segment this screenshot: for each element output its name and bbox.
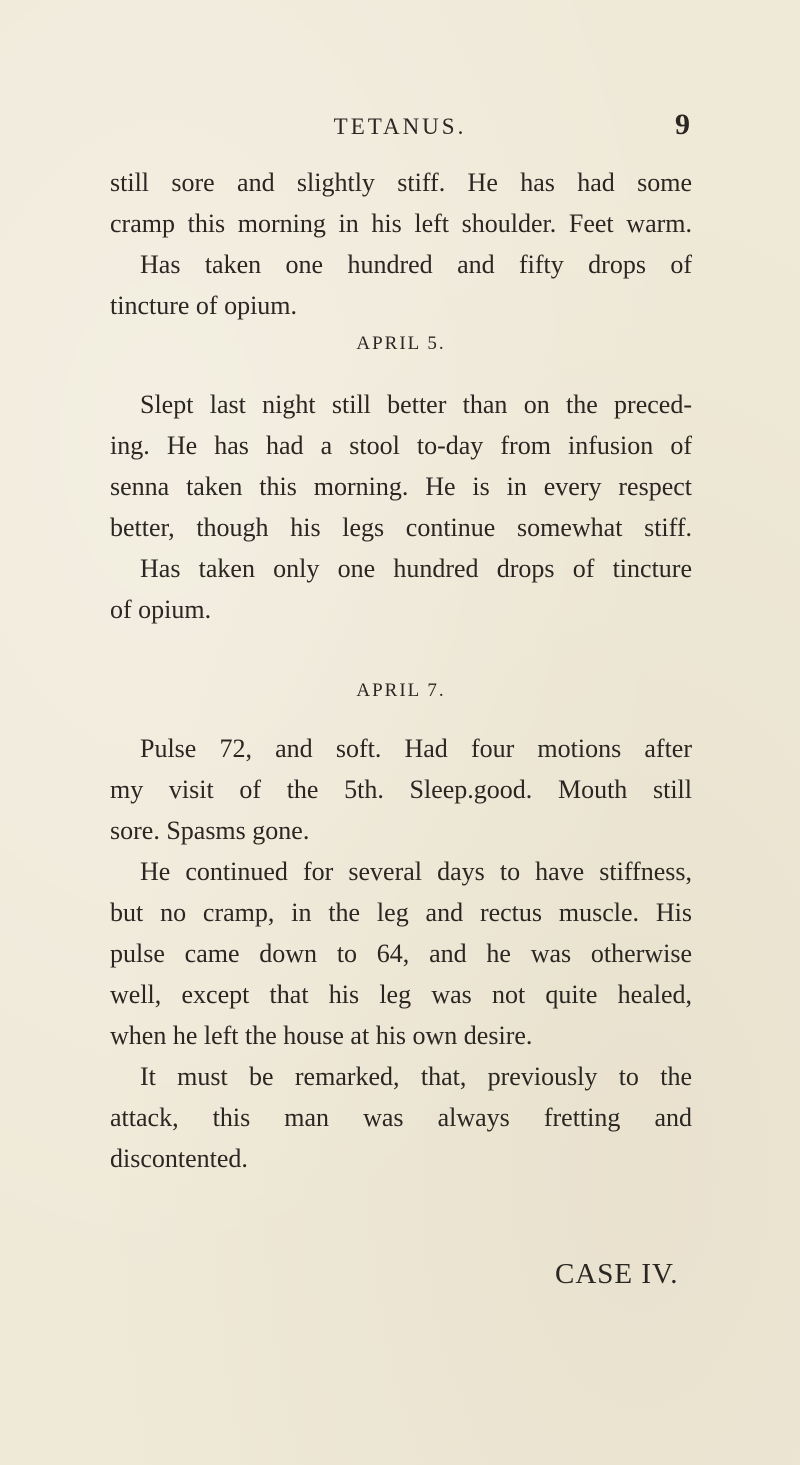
text-line: ing. He has had a stool to-day from infusion of (110, 431, 692, 460)
text-line: pulse came down to 64, and he was otherwise (110, 939, 692, 968)
paragraph-4 (110, 851, 692, 1056)
running-head (110, 108, 690, 148)
paragraph-2 (110, 384, 692, 630)
text-line: well, except that his leg was not quite healed, (110, 980, 692, 1009)
text-line: senna taken this morning. He is in every respect (110, 472, 692, 501)
text-line: but no cramp, in the leg and rectus muscle. His (110, 898, 692, 927)
text-line: Has taken one hundred and fifty drops of (140, 250, 692, 279)
text-line: He continued for several days to have stiffness, (140, 857, 692, 886)
text-line: discontented. (110, 1144, 248, 1173)
text-line: cramp this morning in his left shoulder. Feet warm. (110, 209, 692, 238)
paragraph-3 (110, 728, 692, 851)
text-line: when he left the house at his own desire. (110, 1021, 533, 1050)
running-title: TETANUS. (333, 114, 467, 139)
text-line: still sore and slightly stiff. He has had some (110, 168, 692, 197)
date-heading-april-5: APRIL 5. (356, 333, 446, 354)
text-line: Slept last night still better than on the preced- (140, 390, 692, 419)
paragraph-1 (110, 162, 692, 326)
date-heading-april-7: APRIL 7. (356, 680, 446, 701)
paragraph-5 (110, 1056, 692, 1179)
text-line: better, though his legs continue somewhat stiff. (110, 513, 692, 542)
text-line: tincture of opium. (110, 291, 298, 320)
text-line: Pulse 72, and soft. Had four motions after (140, 734, 692, 763)
next-case-heading: CASE IV. (555, 1258, 679, 1290)
text-line: my visit of the 5th. Sleep.good. Mouth still (110, 775, 692, 804)
text-line: It must be remarked, that, previously to the (140, 1062, 692, 1091)
text-line: attack, this man was always fretting and (110, 1103, 692, 1132)
text-line: of opium. (110, 595, 212, 624)
page-number: 9 (675, 108, 690, 141)
text-line: sore. Spasms gone. (110, 816, 310, 845)
text-line: Has taken only one hundred drops of tincture (140, 554, 692, 583)
